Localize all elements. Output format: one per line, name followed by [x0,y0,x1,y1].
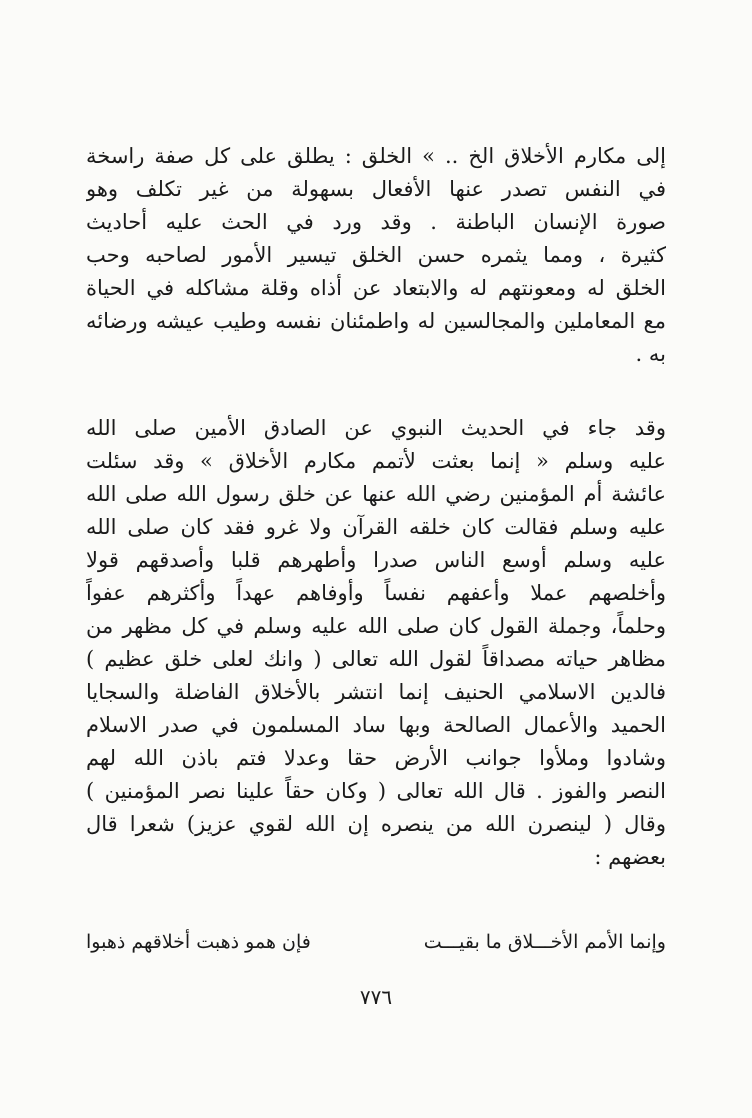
text-line: النصر والفوز . قال الله تعالى ( وكان حقاً علينا نصر المؤمنين ) [86,779,666,803]
text-line: الحميد والأعمال الصالحة وبها ساد المسلمون في صدر الاسلام [86,713,666,737]
paragraph-2 [86,412,666,874]
text-line: وحلماً، وجملة القول كان صلى الله عليه وسلم في كل مظهر من [86,614,666,638]
page-number: ٧٧٦ [359,985,393,1009]
verse-first-hemistich: وإنما الأمم الأخـــلاق ما بقيـــت [423,931,666,953]
text-line: عليه وسلم فقالت كان خلقه القرآن ولا غرو فقد كان صلى الله [86,515,666,539]
paragraph-1 [86,140,666,371]
poetry-verse [86,924,666,960]
text-line: مظاهر حياته مصداقاً لقول الله تعالى ( وانك لعلى خلق عظيم ) [86,647,666,671]
text-line: صورة الإنسان الباطنة . وقد ورد في الحث عليه أحاديث [86,210,666,234]
text-line: فالدين الاسلامي الحنيف إنما انتشر بالأخلاق الفاضلة والسجايا [86,680,666,704]
text-line: عائشة أم المؤمنين رضي الله عنها عن خلق رسول الله صلى الله [86,482,666,506]
text-line: وشادوا وملأوا جوانب الأرض حقا وعدلا فتم باذن الله لهم [86,746,666,770]
text-line: وأخلصهم عملا وأعفهم نفساً وأوفاهم عهداً وأكثرهم عفواً [86,581,666,605]
text-line: به . [635,342,666,366]
text-line: في النفس تصدر عنها الأفعال بسهولة من غير تكلف وهو [86,177,666,201]
text-line: وقال ( لينصرن الله من ينصره إن الله لقوي عزيز) شعرا قال [86,812,666,836]
text-line: عليه وسلم « إنما بعثت لأتمم مكارم الأخلاق » وقد سئلت [86,449,666,473]
text-line: كثيرة ، ومما يثمره حسن الخلق تيسير الأمور لصاحبه وحب [86,243,666,267]
text-line: بعضهم : [594,845,666,869]
verse-second-hemistich: فإن همو ذهبت أخلاقهم ذهبوا [86,931,311,953]
text-line: وقد جاء في الحديث النبوي عن الصادق الأمين صلى الله [86,416,666,440]
text-line: عليه وسلم أوسع الناس صدرا وأطهرهم قلبا وأصدقهم قولا [86,548,666,572]
text-line: الخلق له ومعونتهم له والابتعاد عن أذاه وقلة مشاكله في الحياة [86,276,666,300]
text-line: إلى مكارم الأخلاق الخ .. » الخلق : يطلق على كل صفة راسخة [86,144,666,168]
text-line: مع المعاملين والمجالسين له واطمئنان نفسه وطيب عيشه ورضائه [86,309,666,333]
